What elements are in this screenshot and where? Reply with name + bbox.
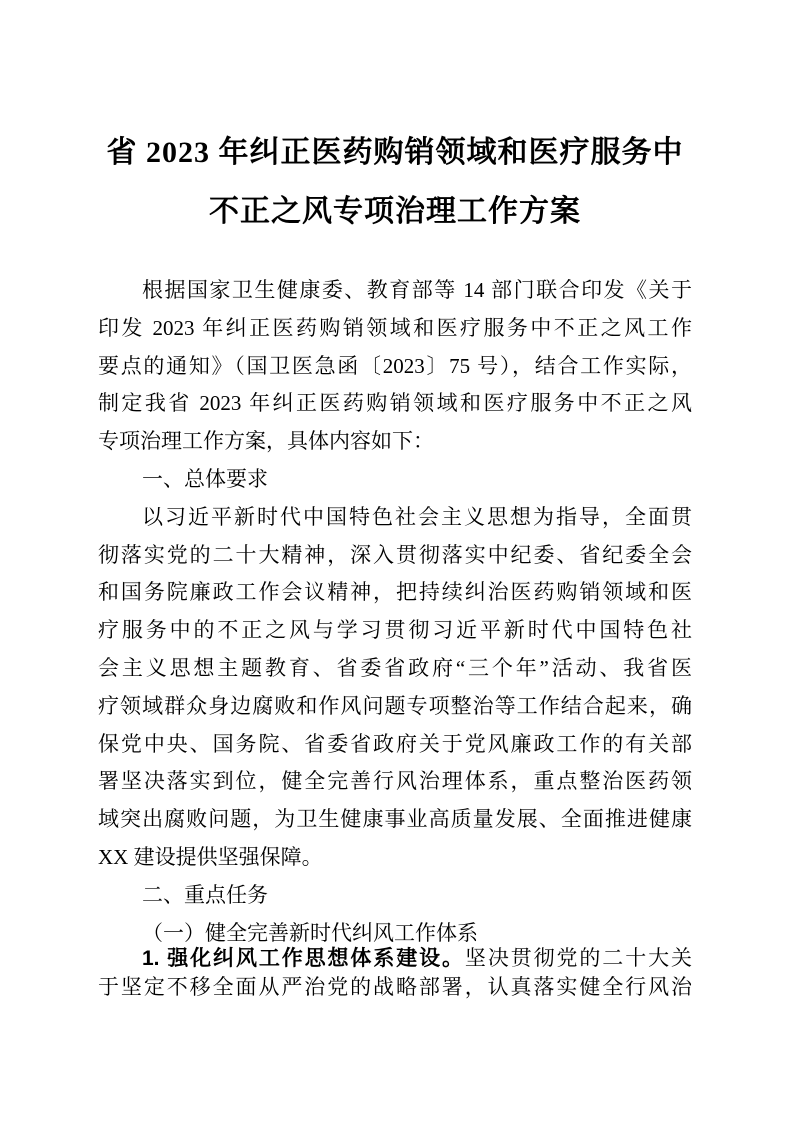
intro-line: 印发 2023 年纠正医药购销领域和医疗服务中不正之风工作 (98, 315, 692, 340)
body-line: 疗领域群众身边腐败和作风问题专项整治等工作结合起来，确 (98, 693, 692, 718)
body-line: 署坚决落实到位，健全完善行风治理体系，重点整治医药领 (98, 769, 692, 794)
intro-line: 制定我省 2023 年纠正医药购销领域和医疗服务中不正之风 (98, 391, 692, 416)
document-title-line-2: 不正之风专项治理工作方案 (209, 195, 581, 228)
numbered-item-line (98, 944, 692, 973)
body-line: 和国务院廉政工作会议精神，把持续纠治医药购销领域和医 (98, 580, 692, 605)
document-body (98, 272, 692, 1001)
section-heading-1: 一、总体要求 (142, 466, 268, 491)
numbered-item-1 (98, 944, 692, 1001)
intro-line: 专项治理工作方案，具体内容如下： (98, 429, 434, 454)
body-line: XX 建设提供坚强保障。 (98, 844, 323, 869)
sub-section-heading-1: （一）健全完善新时代纠风工作体系 (142, 920, 478, 945)
body-line: 疗服务中的不正之风与学习贯彻习近平新时代中国特色社 (98, 618, 692, 643)
body-line: 会主义思想主题教育、省委省政府“三个年”活动、我省医 (98, 655, 692, 680)
intro-line: 要点的通知》（国卫医急函〔2023〕75 号），结合工作实际， (98, 353, 692, 378)
section-heading-2: 二、重点任务 (142, 882, 268, 907)
body-line: 保党中央、国务院、省委省政府关于党风廉政工作的有关部 (98, 731, 692, 756)
body-line: 域突出腐败问题，为卫生健康事业高质量发展、全面推进健康 (98, 807, 692, 832)
numbered-item-lead: 1. 强化纠风工作思想体系建设。 (142, 947, 465, 971)
numbered-item-line: 于坚定不移全面从严治党的战略部署，认真落实健全行风治 (98, 975, 692, 1000)
intro-line: 根据国家卫生健康委、教育部等 14 部门联合印发《关于 (142, 278, 692, 302)
body-line: 彻落实党的二十大精神，深入贯彻落实中纪委、省纪委全会 (98, 542, 692, 567)
document-title (98, 123, 692, 241)
numbered-item-text: 坚决贯彻党的二十大关 (464, 946, 692, 971)
document-title-line-1: 省 2023 年纠正医药购销领域和医疗服务中 (106, 136, 684, 169)
body-line: 以习近平新时代中国特色社会主义思想为指导，全面贯 (142, 504, 692, 529)
